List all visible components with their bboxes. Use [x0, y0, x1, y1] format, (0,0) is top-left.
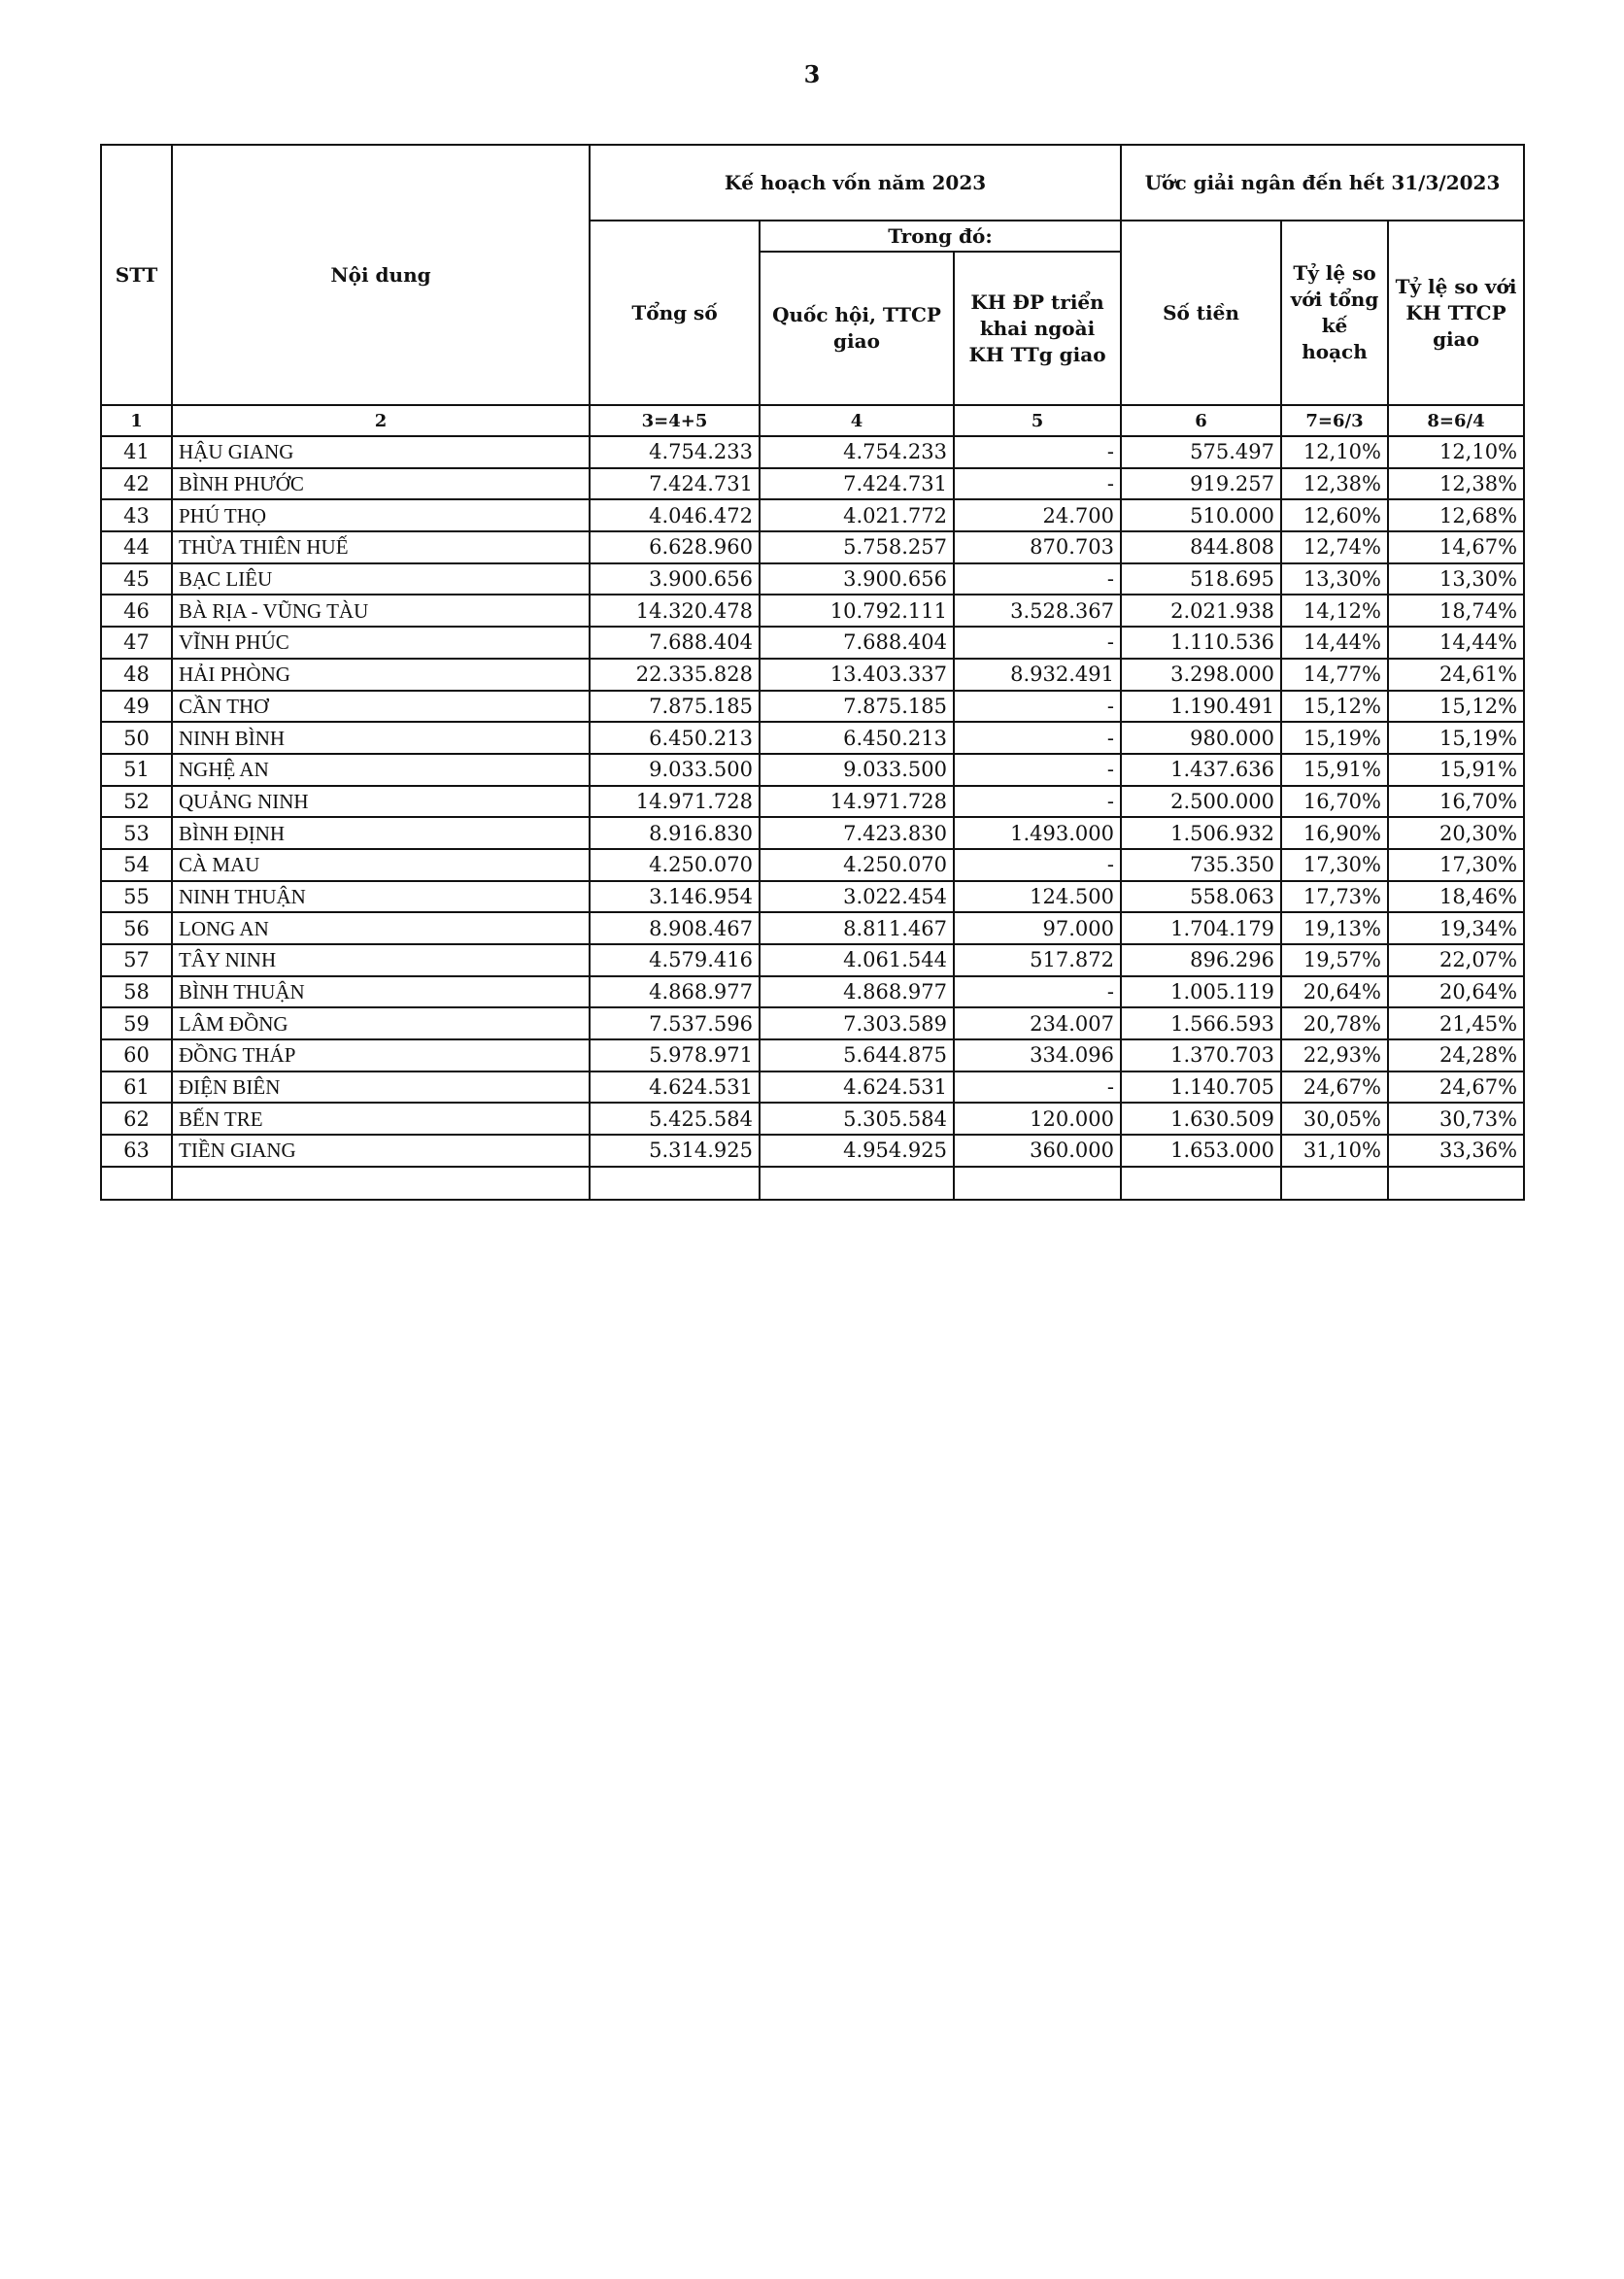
cell-so-tien: 1.005.119 — [1121, 976, 1281, 1008]
cell-quoc-hoi: 14.971.728 — [760, 786, 954, 818]
header-kh-dp: KH ĐP triển khai ngoài KH TTg giao — [954, 252, 1121, 405]
cell-ty-le-kh: 12,38% — [1388, 468, 1524, 500]
column-index-row — [101, 405, 1524, 436]
cell-quoc-hoi: 4.021.772 — [760, 499, 954, 531]
cell-province-name: ĐIỆN BIÊN — [172, 1071, 590, 1104]
table-row — [101, 468, 1524, 500]
cell-quoc-hoi: 7.303.589 — [760, 1007, 954, 1039]
cell-quoc-hoi: 4.954.925 — [760, 1135, 954, 1167]
blank-cell — [172, 1167, 590, 1200]
cell-stt: 43 — [101, 499, 172, 531]
cell-province-name: VĨNH PHÚC — [172, 627, 590, 659]
cell-quoc-hoi: 4.754.233 — [760, 436, 954, 468]
table-row — [101, 627, 1524, 659]
cell-province-name: NGHỆ AN — [172, 754, 590, 786]
header-uoc-giai-ngan: Ước giải ngân đến hết 31/3/2023 — [1121, 145, 1524, 221]
cell-stt: 45 — [101, 563, 172, 595]
header-ke-hoach-von: Kế hoạch vốn năm 2023 — [590, 145, 1121, 221]
header-stt: STT — [101, 145, 172, 405]
cell-stt: 51 — [101, 754, 172, 786]
cell-kh-dp: - — [954, 976, 1121, 1008]
cell-stt: 57 — [101, 944, 172, 976]
cell-province-name: LONG AN — [172, 912, 590, 944]
blank-cell — [101, 1167, 172, 1200]
blank-cell — [590, 1167, 760, 1200]
cell-ty-le-tong: 15,91% — [1281, 754, 1388, 786]
cell-ty-le-kh: 15,12% — [1388, 691, 1524, 723]
cell-ty-le-tong: 20,78% — [1281, 1007, 1388, 1039]
cell-ty-le-kh: 22,07% — [1388, 944, 1524, 976]
cell-so-tien: 919.257 — [1121, 468, 1281, 500]
cell-quoc-hoi: 3.022.454 — [760, 881, 954, 913]
cell-ty-le-kh: 14,44% — [1388, 627, 1524, 659]
blank-cell — [954, 1167, 1121, 1200]
cell-ty-le-kh: 13,30% — [1388, 563, 1524, 595]
cell-ty-le-kh: 15,19% — [1388, 722, 1524, 754]
cell-tong-so: 8.908.467 — [590, 912, 760, 944]
column-index: 1 — [101, 405, 172, 436]
cell-so-tien: 896.296 — [1121, 944, 1281, 976]
header-so-tien: Số tiền — [1121, 221, 1281, 405]
cell-so-tien: 1.566.593 — [1121, 1007, 1281, 1039]
cell-province-name: THỪA THIÊN HUẾ — [172, 531, 590, 563]
cell-stt: 53 — [101, 817, 172, 849]
cell-so-tien: 2.500.000 — [1121, 786, 1281, 818]
cell-province-name: HẬU GIANG — [172, 436, 590, 468]
cell-ty-le-tong: 12,38% — [1281, 468, 1388, 500]
header-noi-dung: Nội dung — [172, 145, 590, 405]
cell-ty-le-tong: 30,05% — [1281, 1103, 1388, 1135]
table-row — [101, 976, 1524, 1008]
cell-ty-le-tong: 14,44% — [1281, 627, 1388, 659]
cell-kh-dp: - — [954, 786, 1121, 818]
cell-kh-dp: - — [954, 722, 1121, 754]
cell-stt: 60 — [101, 1039, 172, 1071]
table-row — [101, 1007, 1524, 1039]
cell-tong-so: 3.900.656 — [590, 563, 760, 595]
cell-tong-so: 3.146.954 — [590, 881, 760, 913]
cell-province-name: BẠC LIÊU — [172, 563, 590, 595]
cell-ty-le-kh: 17,30% — [1388, 849, 1524, 881]
cell-ty-le-tong: 14,12% — [1281, 595, 1388, 627]
cell-kh-dp: 517.872 — [954, 944, 1121, 976]
cell-so-tien: 1.437.636 — [1121, 754, 1281, 786]
header-ty-le-kh: Tỷ lệ so với KH TTCP giao — [1388, 221, 1524, 405]
cell-province-name: BÌNH ĐỊNH — [172, 817, 590, 849]
cell-ty-le-kh: 14,67% — [1388, 531, 1524, 563]
cell-ty-le-tong: 13,30% — [1281, 563, 1388, 595]
cell-quoc-hoi: 7.424.731 — [760, 468, 954, 500]
cell-province-name: HẢI PHÒNG — [172, 659, 590, 691]
table-row — [101, 1039, 1524, 1071]
cell-tong-so: 22.335.828 — [590, 659, 760, 691]
cell-stt: 58 — [101, 976, 172, 1008]
cell-ty-le-tong: 22,93% — [1281, 1039, 1388, 1071]
table-row — [101, 659, 1524, 691]
cell-ty-le-tong: 31,10% — [1281, 1135, 1388, 1167]
cell-province-name: QUẢNG NINH — [172, 786, 590, 818]
cell-stt: 61 — [101, 1071, 172, 1104]
cell-so-tien: 1.370.703 — [1121, 1039, 1281, 1071]
cell-quoc-hoi: 4.624.531 — [760, 1071, 954, 1104]
cell-ty-le-tong: 12,60% — [1281, 499, 1388, 531]
cell-quoc-hoi: 8.811.467 — [760, 912, 954, 944]
page-number: 3 — [803, 60, 821, 88]
cell-quoc-hoi: 5.758.257 — [760, 531, 954, 563]
cell-province-name: TIỀN GIANG — [172, 1135, 590, 1167]
blank-row — [101, 1167, 1524, 1200]
cell-quoc-hoi: 7.423.830 — [760, 817, 954, 849]
cell-ty-le-kh: 30,73% — [1388, 1103, 1524, 1135]
cell-kh-dp: - — [954, 627, 1121, 659]
cell-ty-le-tong: 15,12% — [1281, 691, 1388, 723]
cell-province-name: BẾN TRE — [172, 1103, 590, 1135]
cell-stt: 63 — [101, 1135, 172, 1167]
cell-stt: 59 — [101, 1007, 172, 1039]
cell-kh-dp: 124.500 — [954, 881, 1121, 913]
cell-tong-so: 4.754.233 — [590, 436, 760, 468]
cell-ty-le-tong: 15,19% — [1281, 722, 1388, 754]
table-body — [101, 436, 1524, 1167]
cell-kh-dp: 97.000 — [954, 912, 1121, 944]
cell-so-tien: 518.695 — [1121, 563, 1281, 595]
cell-ty-le-tong: 16,90% — [1281, 817, 1388, 849]
column-index: 4 — [760, 405, 954, 436]
cell-kh-dp: 360.000 — [954, 1135, 1121, 1167]
cell-tong-so: 8.916.830 — [590, 817, 760, 849]
cell-stt: 49 — [101, 691, 172, 723]
table-row — [101, 691, 1524, 723]
cell-tong-so: 4.868.977 — [590, 976, 760, 1008]
cell-kh-dp: - — [954, 691, 1121, 723]
column-index: 2 — [172, 405, 590, 436]
cell-quoc-hoi: 4.868.977 — [760, 976, 954, 1008]
cell-so-tien: 3.298.000 — [1121, 659, 1281, 691]
cell-stt: 55 — [101, 881, 172, 913]
cell-quoc-hoi: 7.875.185 — [760, 691, 954, 723]
cell-ty-le-kh: 20,30% — [1388, 817, 1524, 849]
cell-tong-so: 4.624.531 — [590, 1071, 760, 1104]
cell-so-tien: 1.653.000 — [1121, 1135, 1281, 1167]
table-row — [101, 1103, 1524, 1135]
cell-so-tien: 1.506.932 — [1121, 817, 1281, 849]
cell-quoc-hoi: 4.250.070 — [760, 849, 954, 881]
table-row — [101, 1071, 1524, 1104]
cell-ty-le-tong: 19,13% — [1281, 912, 1388, 944]
cell-so-tien: 1.630.509 — [1121, 1103, 1281, 1135]
cell-kh-dp: 3.528.367 — [954, 595, 1121, 627]
cell-so-tien: 735.350 — [1121, 849, 1281, 881]
blank-cell — [1388, 1167, 1524, 1200]
cell-ty-le-kh: 21,45% — [1388, 1007, 1524, 1039]
cell-stt: 52 — [101, 786, 172, 818]
cell-tong-so: 9.033.500 — [590, 754, 760, 786]
cell-so-tien: 1.704.179 — [1121, 912, 1281, 944]
cell-so-tien: 1.110.536 — [1121, 627, 1281, 659]
header-ty-le-tong: Tỷ lệ so với tổng kế hoạch — [1281, 221, 1388, 405]
cell-tong-so: 7.875.185 — [590, 691, 760, 723]
cell-stt: 42 — [101, 468, 172, 500]
cell-tong-so: 7.537.596 — [590, 1007, 760, 1039]
cell-tong-so: 5.978.971 — [590, 1039, 760, 1071]
cell-ty-le-kh: 24,67% — [1388, 1071, 1524, 1104]
cell-tong-so: 4.046.472 — [590, 499, 760, 531]
cell-ty-le-kh: 20,64% — [1388, 976, 1524, 1008]
cell-ty-le-tong: 14,77% — [1281, 659, 1388, 691]
cell-ty-le-kh: 15,91% — [1388, 754, 1524, 786]
cell-kh-dp: - — [954, 754, 1121, 786]
cell-quoc-hoi: 9.033.500 — [760, 754, 954, 786]
table-row — [101, 563, 1524, 595]
column-index: 6 — [1121, 405, 1281, 436]
cell-tong-so: 4.579.416 — [590, 944, 760, 976]
cell-ty-le-tong: 19,57% — [1281, 944, 1388, 976]
cell-kh-dp: 120.000 — [954, 1103, 1121, 1135]
table-row — [101, 1135, 1524, 1167]
cell-ty-le-kh: 19,34% — [1388, 912, 1524, 944]
cell-so-tien: 510.000 — [1121, 499, 1281, 531]
disbursement-table — [100, 144, 1525, 1201]
cell-ty-le-tong: 16,70% — [1281, 786, 1388, 818]
cell-quoc-hoi: 7.688.404 — [760, 627, 954, 659]
cell-tong-so: 5.425.584 — [590, 1103, 760, 1135]
cell-so-tien: 844.808 — [1121, 531, 1281, 563]
cell-kh-dp: - — [954, 468, 1121, 500]
cell-quoc-hoi: 5.305.584 — [760, 1103, 954, 1135]
cell-ty-le-kh: 18,74% — [1388, 595, 1524, 627]
table-row — [101, 595, 1524, 627]
cell-kh-dp: 1.493.000 — [954, 817, 1121, 849]
cell-province-name: BÌNH THUẬN — [172, 976, 590, 1008]
cell-kh-dp: 334.096 — [954, 1039, 1121, 1071]
header-trong-do: Trong đó: — [760, 221, 1121, 252]
cell-province-name: NINH BÌNH — [172, 722, 590, 754]
cell-kh-dp: 24.700 — [954, 499, 1121, 531]
cell-province-name: ĐỒNG THÁP — [172, 1039, 590, 1071]
table-row — [101, 912, 1524, 944]
cell-stt: 62 — [101, 1103, 172, 1135]
cell-ty-le-tong: 12,10% — [1281, 436, 1388, 468]
cell-kh-dp: - — [954, 563, 1121, 595]
cell-province-name: BÀ RỊA - VŨNG TÀU — [172, 595, 590, 627]
header-quoc-hoi: Quốc hội, TTCP giao — [760, 252, 954, 405]
cell-so-tien: 2.021.938 — [1121, 595, 1281, 627]
table-row — [101, 499, 1524, 531]
cell-quoc-hoi: 4.061.544 — [760, 944, 954, 976]
table-row — [101, 754, 1524, 786]
blank-cell — [760, 1167, 954, 1200]
cell-province-name: LÂM ĐỒNG — [172, 1007, 590, 1039]
cell-tong-so: 4.250.070 — [590, 849, 760, 881]
table-row — [101, 436, 1524, 468]
cell-ty-le-kh: 24,28% — [1388, 1039, 1524, 1071]
cell-stt: 47 — [101, 627, 172, 659]
cell-ty-le-tong: 17,30% — [1281, 849, 1388, 881]
cell-kh-dp: 234.007 — [954, 1007, 1121, 1039]
cell-ty-le-kh: 16,70% — [1388, 786, 1524, 818]
cell-so-tien: 1.190.491 — [1121, 691, 1281, 723]
cell-tong-so: 6.450.213 — [590, 722, 760, 754]
cell-stt: 54 — [101, 849, 172, 881]
cell-quoc-hoi: 6.450.213 — [760, 722, 954, 754]
cell-tong-so: 14.971.728 — [590, 786, 760, 818]
blank-cell — [1121, 1167, 1281, 1200]
cell-ty-le-tong: 12,74% — [1281, 531, 1388, 563]
cell-stt: 50 — [101, 722, 172, 754]
cell-quoc-hoi: 5.644.875 — [760, 1039, 954, 1071]
cell-stt: 44 — [101, 531, 172, 563]
cell-so-tien: 558.063 — [1121, 881, 1281, 913]
column-index: 8=6/4 — [1388, 405, 1524, 436]
cell-tong-so: 7.424.731 — [590, 468, 760, 500]
cell-ty-le-kh: 12,10% — [1388, 436, 1524, 468]
cell-ty-le-tong: 24,67% — [1281, 1071, 1388, 1104]
cell-tong-so: 14.320.478 — [590, 595, 760, 627]
table-row — [101, 722, 1524, 754]
cell-province-name: PHÚ THỌ — [172, 499, 590, 531]
column-index: 7=6/3 — [1281, 405, 1388, 436]
cell-ty-le-kh: 24,61% — [1388, 659, 1524, 691]
table-row — [101, 817, 1524, 849]
cell-province-name: TÂY NINH — [172, 944, 590, 976]
cell-province-name: CÀ MAU — [172, 849, 590, 881]
cell-quoc-hoi: 10.792.111 — [760, 595, 954, 627]
table-row — [101, 531, 1524, 563]
table-row — [101, 849, 1524, 881]
cell-kh-dp: 8.932.491 — [954, 659, 1121, 691]
cell-province-name: CẦN THƠ — [172, 691, 590, 723]
column-index: 3=4+5 — [590, 405, 760, 436]
cell-province-name: NINH THUẬN — [172, 881, 590, 913]
cell-quoc-hoi: 13.403.337 — [760, 659, 954, 691]
cell-so-tien: 575.497 — [1121, 436, 1281, 468]
cell-stt: 48 — [101, 659, 172, 691]
blank-cell — [1281, 1167, 1388, 1200]
cell-tong-so: 5.314.925 — [590, 1135, 760, 1167]
cell-so-tien: 980.000 — [1121, 722, 1281, 754]
cell-kh-dp: - — [954, 436, 1121, 468]
cell-province-name: BÌNH PHƯỚC — [172, 468, 590, 500]
cell-ty-le-kh: 33,36% — [1388, 1135, 1524, 1167]
table-row — [101, 881, 1524, 913]
header-tong-so: Tổng số — [590, 221, 760, 405]
column-index: 5 — [954, 405, 1121, 436]
cell-tong-so: 6.628.960 — [590, 531, 760, 563]
cell-kh-dp: - — [954, 1071, 1121, 1104]
cell-ty-le-tong: 17,73% — [1281, 881, 1388, 913]
cell-stt: 41 — [101, 436, 172, 468]
table-row — [101, 944, 1524, 976]
cell-ty-le-tong: 20,64% — [1281, 976, 1388, 1008]
cell-kh-dp: - — [954, 849, 1121, 881]
cell-tong-so: 7.688.404 — [590, 627, 760, 659]
cell-stt: 56 — [101, 912, 172, 944]
cell-stt: 46 — [101, 595, 172, 627]
cell-so-tien: 1.140.705 — [1121, 1071, 1281, 1104]
cell-kh-dp: 870.703 — [954, 531, 1121, 563]
table-row — [101, 786, 1524, 818]
cell-ty-le-kh: 18,46% — [1388, 881, 1524, 913]
cell-quoc-hoi: 3.900.656 — [760, 563, 954, 595]
cell-ty-le-kh: 12,68% — [1388, 499, 1524, 531]
